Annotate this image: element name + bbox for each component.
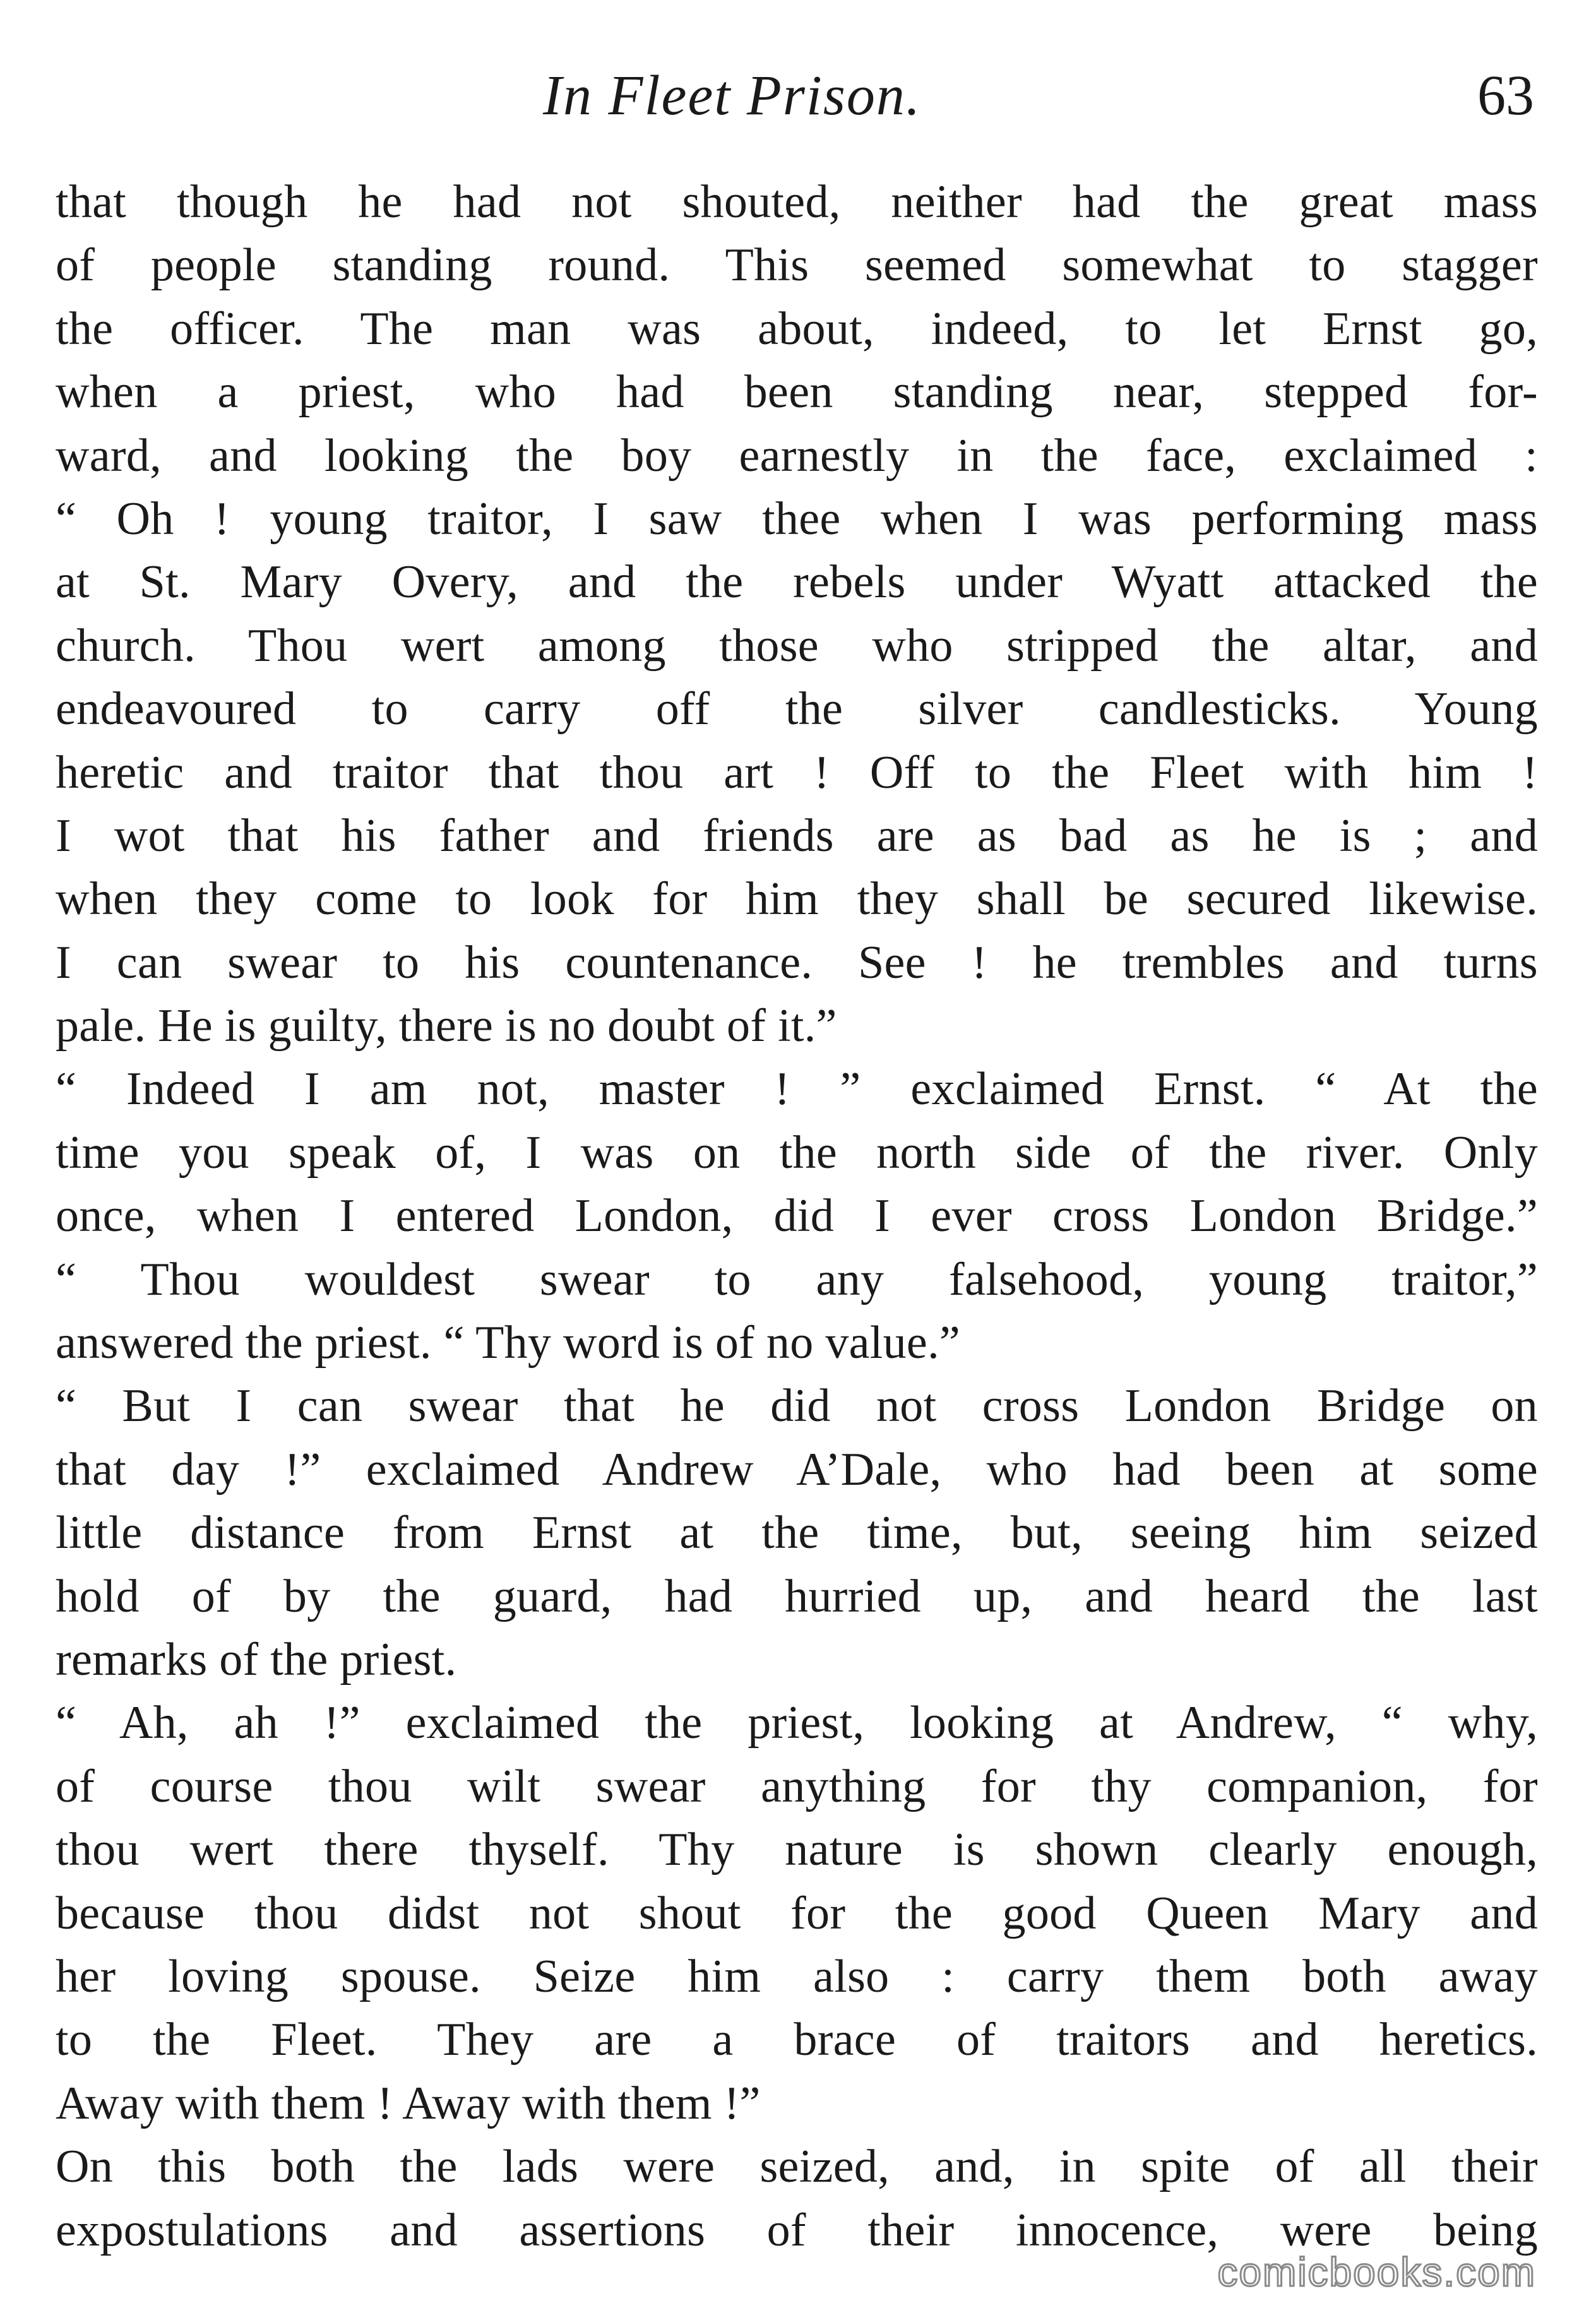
text-line: of people standing round. This seemed somewhat to stagger (56, 239, 1538, 292)
text-line: Away with them ! Away with them !” (56, 2077, 761, 2129)
watermark: comicbooks.com (1217, 2249, 1536, 2295)
text-line: answered the priest. “ Thy word is of no value.” (56, 1317, 961, 1369)
text-line: her loving spouse. Seize him also : carry them both away (56, 1950, 1538, 2002)
text-line: at St. Mary Overy, and the rebels under Wyatt attacked the (56, 556, 1538, 609)
text-line: “ Thou wouldest swear to any falsehood, young traitor,” (56, 1253, 1538, 1306)
text-line: thou wert there thyself. Thy nature is shown clearly enough, (56, 1824, 1538, 1876)
running-head (57, 63, 1534, 133)
text-line: “ But I can swear that he did not cross London Bridge on (56, 1380, 1538, 1432)
text-line: “ Indeed I am not, master ! ” exclaimed Ernst. “ At the (56, 1063, 1538, 1115)
text-line: remarks of the priest. (56, 1633, 457, 1686)
text-line: church. Thou wert among those who stripped the altar, and (56, 619, 1538, 672)
text-line: once, when I entered London, did I ever cross London Bridge.” (56, 1190, 1538, 1242)
text-line: little distance from Ernst at the time, but, seeing him seized (56, 1507, 1538, 1559)
text-line: On this both the lads were seized, and, in spite of all their (56, 2141, 1538, 2193)
text-line: that day !” exclaimed Andrew A’Dale, who had been at some (56, 1443, 1538, 1496)
text-line: when a priest, who had been standing near, stepped for- (56, 366, 1538, 419)
body-text (56, 170, 1538, 2262)
text-line: I can swear to his countenance. See ! he trembles and turns (56, 936, 1538, 989)
text-line: hold of by the guard, had hurried up, and heard the last (56, 1570, 1538, 1622)
text-line: of course thou wilt swear anything for thy companion, for (56, 1760, 1538, 1812)
text-line: heretic and traitor that thou art ! Off to the Fleet with him ! (56, 746, 1538, 799)
text-line: because thou didst not shout for the good Queen Mary and (56, 1887, 1538, 1939)
page-number: 63 (1477, 64, 1534, 127)
text-line: pale. He is guilty, there is no doubt of it.” (56, 1000, 837, 1052)
text-line: to the Fleet. They are a brace of traitors and heretics. (56, 2014, 1538, 2066)
text-line: “ Oh ! young traitor, I saw thee when I was performing mass (56, 492, 1538, 545)
text-line: I wot that his father and friends are as bad as he is ; and (56, 809, 1538, 862)
text-line: when they come to look for him they shall be secured likewise. (56, 873, 1538, 925)
chapter-title: In Fleet Prison. (543, 64, 922, 127)
text-line: endeavoured to carry off the silver candlesticks. Young (56, 683, 1538, 735)
text-line: that though he had not shouted, neither had the great mass (56, 176, 1538, 228)
text-line: expostulations and assertions of their innocence, were being (56, 2204, 1538, 2256)
text-line: “ Ah, ah !” exclaimed the priest, looking at Andrew, “ why, (56, 1697, 1538, 1749)
text-line: ward, and looking the boy earnestly in the face, exclaimed : (56, 429, 1538, 482)
text-line: the officer. The man was about, indeed, to let Ernst go, (56, 302, 1538, 355)
text-line: time you speak of, I was on the north side of the river. Only (56, 1126, 1538, 1179)
